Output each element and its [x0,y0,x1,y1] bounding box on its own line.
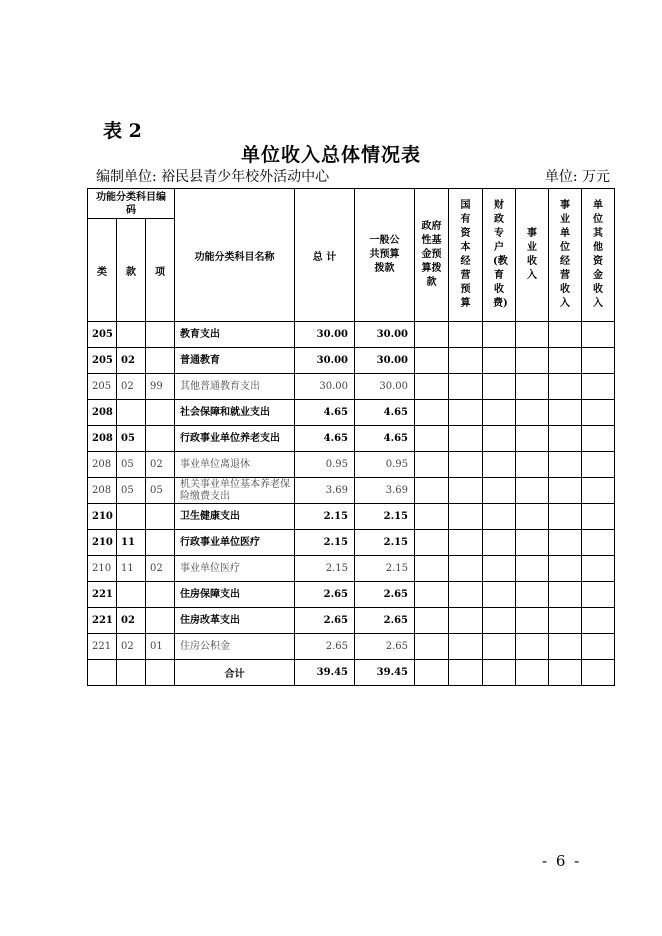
cell-lei: 221 [88,608,117,634]
cell-gov-fund [415,478,449,504]
cell-xiang [146,348,175,374]
cell-empty [117,660,146,686]
cell-state-capital [449,608,483,634]
cell-business-income [516,608,549,634]
cell-fiscal-special [483,426,516,452]
cell-other-income [582,504,615,530]
cell-lei: 221 [88,634,117,660]
cell-lei: 205 [88,374,117,400]
cell-total: 2.15 [295,504,355,530]
total-label: 合计 [175,660,295,686]
cell-lei: 221 [88,582,117,608]
cell-biz-operation [549,426,582,452]
header-gov-fund: 政府性基金预算拨款 [415,189,449,322]
cell-gov-fund [415,348,449,374]
cell-general-budget: 3.69 [355,478,415,504]
cell-other-income [582,634,615,660]
cell-state-capital [449,634,483,660]
cell-func-name: 行政事业单位养老支出 [175,426,295,452]
cell-general-budget: 4.65 [355,400,415,426]
cell-gov-fund [415,504,449,530]
cell-business-income [516,504,549,530]
table-row [88,582,615,608]
cell-empty [88,660,117,686]
table-row [88,322,615,348]
cell-total: 0.95 [295,452,355,478]
cell-state-capital [449,556,483,582]
cell-kuan [117,400,146,426]
table-row [88,400,615,426]
cell-business-income [516,556,549,582]
table-row [88,478,615,504]
cell-fiscal-special [483,322,516,348]
cell-gov-fund [415,582,449,608]
cell-lei: 210 [88,504,117,530]
table-row [88,348,615,374]
cell-xiang [146,400,175,426]
cell-other-income [582,582,615,608]
cell-total: 39.45 [295,660,355,686]
cell-gov-fund [415,374,449,400]
cell-business-income [516,478,549,504]
cell-business-income [516,530,549,556]
cell-biz-operation [549,348,582,374]
cell-biz-operation [549,478,582,504]
table-row [88,504,615,530]
cell-other-income [582,426,615,452]
header-total: 总 计 [295,189,355,322]
total-row [88,660,615,686]
cell-state-capital [449,348,483,374]
cell-total: 2.65 [295,634,355,660]
cell-kuan: 02 [117,374,146,400]
currency-unit: 单位: 万元 [544,169,610,185]
cell-empty [483,660,516,686]
cell-xiang [146,608,175,634]
cell-gov-fund [415,426,449,452]
cell-kuan [117,582,146,608]
cell-general-budget: 4.65 [355,426,415,452]
cell-empty [146,660,175,686]
cell-xiang: 02 [146,452,175,478]
cell-kuan: 11 [117,530,146,556]
cell-func-name: 行政事业单位医疗 [175,530,295,556]
page-title: 单位收入总体情况表 [240,144,421,166]
cell-fiscal-special [483,582,516,608]
compiling-unit: 编制单位: 裕民县青少年校外活动中心 [96,169,330,185]
cell-func-name: 普通教育 [175,348,295,374]
cell-general-budget: 2.65 [355,582,415,608]
table-tag: 表 2 [103,120,142,142]
cell-biz-operation [549,530,582,556]
header-xiang: 项 [146,219,175,322]
cell-func-name: 卫生健康支出 [175,504,295,530]
cell-gov-fund [415,452,449,478]
cell-func-name: 其他普通教育支出 [175,374,295,400]
cell-empty [516,660,549,686]
cell-total: 2.15 [295,556,355,582]
cell-biz-operation [549,556,582,582]
cell-gov-fund [415,556,449,582]
cell-empty [582,660,615,686]
cell-gov-fund [415,530,449,556]
header-other-income: 单位其他资金收入 [582,189,615,322]
cell-kuan: 05 [117,478,146,504]
cell-total: 4.65 [295,426,355,452]
cell-general-budget: 2.15 [355,556,415,582]
cell-gov-fund [415,322,449,348]
cell-fiscal-special [483,504,516,530]
cell-general-budget: 2.65 [355,608,415,634]
cell-func-name: 事业单位医疗 [175,556,295,582]
cell-state-capital [449,530,483,556]
cell-gov-fund [415,400,449,426]
cell-general-budget: 30.00 [355,322,415,348]
cell-business-income [516,582,549,608]
cell-xiang [146,530,175,556]
table-row [88,634,615,660]
cell-total: 2.65 [295,582,355,608]
cell-general-budget: 30.00 [355,348,415,374]
table-row [88,426,615,452]
cell-other-income [582,478,615,504]
cell-xiang: 02 [146,556,175,582]
cell-fiscal-special [483,530,516,556]
cell-kuan: 11 [117,556,146,582]
cell-gov-fund [415,608,449,634]
cell-xiang: 99 [146,374,175,400]
cell-xiang [146,426,175,452]
income-table-wrapper [87,188,615,686]
cell-empty [549,660,582,686]
cell-fiscal-special [483,556,516,582]
cell-state-capital [449,504,483,530]
cell-fiscal-special [483,400,516,426]
cell-other-income [582,400,615,426]
cell-fiscal-special [483,452,516,478]
cell-biz-operation [549,400,582,426]
cell-general-budget: 0.95 [355,452,415,478]
cell-biz-operation [549,452,582,478]
cell-lei: 210 [88,530,117,556]
cell-fiscal-special [483,348,516,374]
header-fiscal-special: 财政专户(教育收费) [483,189,516,322]
header-business-income: 事业收入 [516,189,549,322]
cell-total: 30.00 [295,348,355,374]
cell-kuan [117,322,146,348]
cell-state-capital [449,426,483,452]
cell-fiscal-special [483,478,516,504]
cell-general-budget: 39.45 [355,660,415,686]
cell-lei: 208 [88,400,117,426]
cell-other-income [582,608,615,634]
cell-func-name: 机关事业单位基本养老保险缴费支出 [175,478,295,504]
cell-xiang: 05 [146,478,175,504]
cell-lei: 210 [88,556,117,582]
table-row [88,608,615,634]
table-row [88,530,615,556]
cell-biz-operation [549,582,582,608]
cell-gov-fund [415,634,449,660]
cell-business-income [516,452,549,478]
cell-business-income [516,426,549,452]
header-func-name: 功能分类科目名称 [175,189,295,322]
cell-lei: 208 [88,478,117,504]
table-row [88,556,615,582]
cell-kuan: 02 [117,348,146,374]
cell-other-income [582,322,615,348]
cell-state-capital [449,478,483,504]
cell-empty [449,660,483,686]
header-state-capital: 国有资本经营预算 [449,189,483,322]
cell-state-capital [449,400,483,426]
table-row [88,452,615,478]
cell-func-name: 住房公积金 [175,634,295,660]
cell-biz-operation [549,322,582,348]
cell-lei: 208 [88,426,117,452]
cell-fiscal-special [483,634,516,660]
header-general-budget: 一般公共预算拨款 [355,189,415,322]
cell-business-income [516,400,549,426]
cell-fiscal-special [483,374,516,400]
cell-state-capital [449,374,483,400]
cell-kuan: 02 [117,634,146,660]
table-row [88,374,615,400]
cell-general-budget: 2.15 [355,530,415,556]
cell-total: 2.15 [295,530,355,556]
header-kuan: 款 [117,219,146,322]
cell-lei: 205 [88,322,117,348]
cell-lei: 205 [88,348,117,374]
cell-func-name: 事业单位离退休 [175,452,295,478]
cell-general-budget: 2.65 [355,634,415,660]
cell-total: 30.00 [295,374,355,400]
cell-total: 4.65 [295,400,355,426]
cell-other-income [582,530,615,556]
cell-xiang [146,322,175,348]
cell-lei: 208 [88,452,117,478]
cell-func-name: 教育支出 [175,322,295,348]
cell-total: 30.00 [295,322,355,348]
cell-general-budget: 2.15 [355,504,415,530]
cell-state-capital [449,582,483,608]
cell-other-income [582,452,615,478]
cell-kuan: 05 [117,452,146,478]
cell-biz-operation [549,374,582,400]
cell-kuan [117,504,146,530]
cell-kuan: 05 [117,426,146,452]
income-table [87,188,615,686]
cell-func-name: 住房改革支出 [175,608,295,634]
cell-other-income [582,348,615,374]
cell-other-income [582,374,615,400]
header-lei: 类 [88,219,117,322]
cell-business-income [516,374,549,400]
cell-state-capital [449,322,483,348]
cell-kuan: 02 [117,608,146,634]
cell-business-income [516,322,549,348]
cell-total: 3.69 [295,478,355,504]
page-number: - 6 - [542,852,582,870]
cell-other-income [582,556,615,582]
cell-biz-operation [549,634,582,660]
cell-general-budget: 30.00 [355,374,415,400]
cell-empty [415,660,449,686]
cell-func-name: 社会保障和就业支出 [175,400,295,426]
cell-state-capital [449,452,483,478]
cell-fiscal-special [483,608,516,634]
cell-biz-operation [549,504,582,530]
cell-biz-operation [549,608,582,634]
cell-business-income [516,634,549,660]
cell-func-name: 住房保障支出 [175,582,295,608]
cell-xiang [146,582,175,608]
header-biz-operation: 事业单位经营收入 [549,189,582,322]
cell-xiang [146,504,175,530]
header-func-code: 功能分类科目编码 [88,189,175,219]
cell-business-income [516,348,549,374]
cell-xiang: 01 [146,634,175,660]
cell-total: 2.65 [295,608,355,634]
